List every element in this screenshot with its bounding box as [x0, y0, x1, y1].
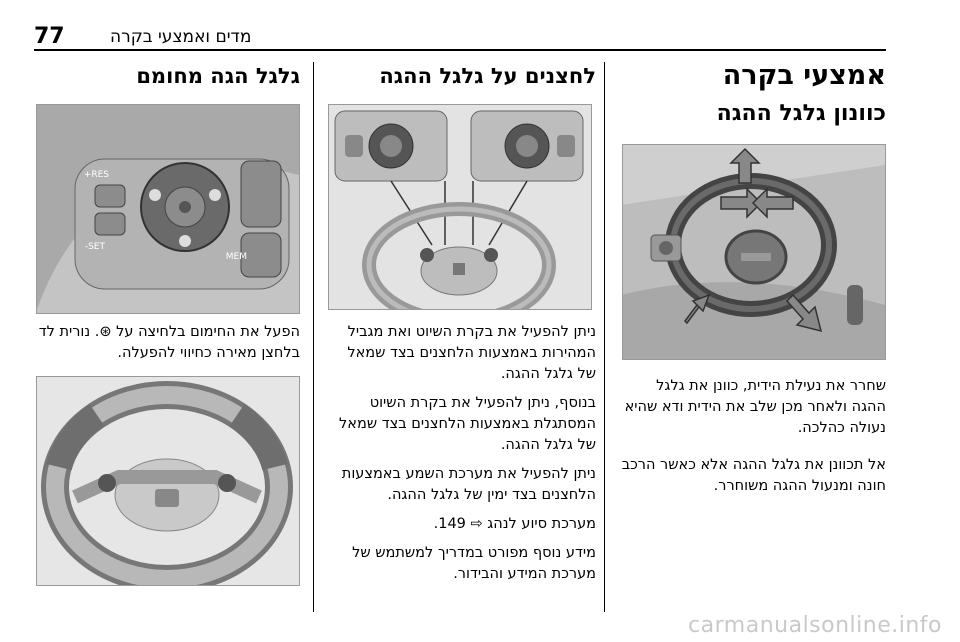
steering-adjust-figure — [622, 144, 886, 360]
res-plus-label: RES+ — [83, 170, 109, 180]
heated-wheel-text: הפעל את החימום בלחיצה על ⊛. נורית לד בלחצן מאירה כחיווי להפעלה. — [38, 324, 300, 361]
steering-controls-text-5: מידע נוסף מפורט במדריך למשתמש של מערכת המידע והבידור. — [352, 545, 596, 582]
section-title: אמצעי בקרה — [722, 60, 886, 91]
steering-controls-text-2: בנוסף, ניתן להפעיל את בקרת השיוט המסתגלת באמצעות הלחצנים בצד שמאל של גלגל ההגה. — [339, 395, 596, 453]
steering-controls-figure — [328, 104, 592, 310]
driver-assist-reference[interactable]: מערכת סיוע לנהג ⇨ 149. — [433, 516, 596, 532]
right-column — [618, 60, 886, 497]
column-separator-left — [313, 62, 314, 612]
middle-column — [326, 60, 596, 585]
heated-wheel-button-figure — [36, 104, 300, 314]
column-separator-right — [604, 62, 605, 612]
watermark: carmanualsonline.info — [688, 613, 942, 638]
heated-wheel-figure — [36, 376, 300, 586]
steering-controls-title: לחצנים על גלגל ההגה — [379, 64, 596, 88]
header-rule — [34, 49, 886, 51]
mem-label: MEM — [225, 252, 247, 262]
running-header-title: מדים ואמצעי בקרה — [110, 27, 252, 47]
set-minus-label: SET- — [84, 242, 105, 252]
steering-controls-text-1: ניתן להפעיל את בקרת השיוט ואת מגביל המהירות באמצעות הלחצנים בצד שמאל של גלגל ההגה. — [347, 324, 596, 382]
steering-adjust-title: כוונון גלגל ההגה — [716, 101, 886, 126]
heated-wheel-title: גלגל הגה מחומם — [136, 64, 300, 88]
steering-adjust-text-2: אל תכוונן את גלגל ההגה אלא כאשר הרכב חונה ומנעול ההגה משוחרר. — [621, 457, 886, 494]
steering-controls-text-3: ניתן להפעיל את מערכת השמע באמצעות הלחצנים בצד ימין של גלגל ההגה. — [341, 466, 596, 503]
page-number: 77 — [34, 24, 65, 49]
left-column — [36, 60, 300, 586]
steering-adjust-text-1: שחרר את נעילת הידית, כוונן את גלגל ההגה ולאחר מכן שלב את הידית ודא שהיא נעולה כהלכה. — [624, 378, 886, 436]
